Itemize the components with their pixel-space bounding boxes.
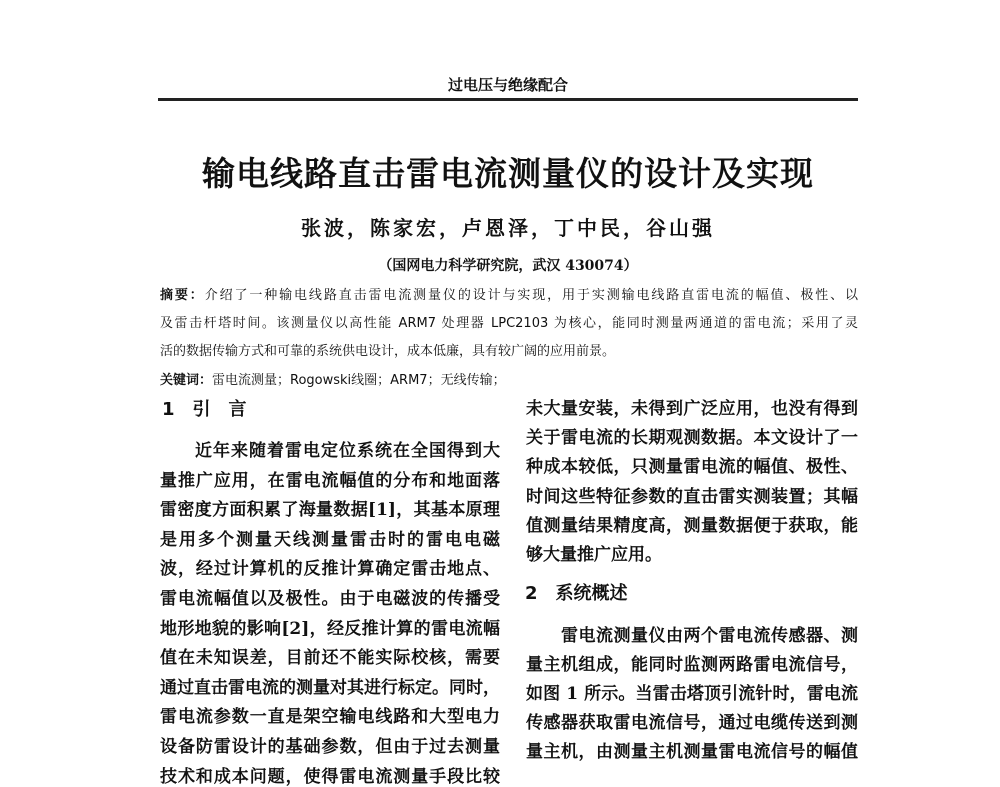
body-line: 近年来随着雷电定位系统在全国得到大 [195, 441, 500, 461]
body-line: 量主机，由测量主机测量雷电流信号的幅值 [526, 742, 858, 762]
body-line: 值测量结果精度高，测量数据便于获取，能 [526, 515, 858, 536]
body-line: 值在未知误差，目前还不能实际校核，需要 [160, 648, 500, 669]
body-line: 波，经过计算机的反推计算确定雷击地点、 [160, 559, 500, 580]
body-line: 雷电流参数一直是架空输电线路和大型电力 [160, 707, 500, 728]
abstract-line: 活的数据传输方式和可靠的系统供电设计，成本低廉，具有较广阔的应用前景。 [160, 344, 616, 359]
abstract-line: 及雷击杆塔时间。该测量仪以高性能 ARM7 处理器 LPC2103 为核心，能同时测量两通道的雷电流；采用了灵 [160, 316, 858, 331]
paper-title: 输电线路直击雷电流测量仪的设计及实现 [202, 154, 814, 193]
body-line: 雷电流测量仪由两个雷电流传感器、测 [561, 626, 858, 646]
section-1-heading: 1 引 言 [162, 399, 247, 420]
abstract-line [160, 284, 858, 303]
abstract-label: 摘要： [160, 288, 205, 303]
body-line: 时间这些特征参数的直击雷实测装置；其幅 [526, 486, 858, 507]
body-line: 雷密度方面积累了海量数据[1]，其基本原理 [160, 500, 500, 521]
body-line: 关于雷电流的长期观测数据。本文设计了一 [526, 428, 858, 449]
body-line: 够大量推广应用。 [526, 545, 662, 565]
running-header: 过电压与绝缘配合 [447, 76, 568, 94]
section-2-heading: 2 系统概述 [525, 583, 628, 604]
body-line: 未大量安装，未得到广泛应用，也没有得到 [526, 399, 858, 419]
keywords-label: 关键词： [160, 373, 213, 388]
body-line: 地形地貌的影响[2]，经反推计算的雷电流幅 [160, 618, 500, 639]
authors: 张波，陈家宏，卢恩泽，丁中民，谷山强 [301, 216, 715, 240]
keywords-text: 雷电流测量；Rogowski线圈；ARM7；无线传输； [212, 373, 506, 388]
body-line: 种成本较低，只测量雷电流的幅值、极性、 [526, 457, 858, 478]
body-line: 传感器获取雷电流信号，通过电缆传送到测 [526, 713, 858, 733]
body-line: 是用多个测量天线测量雷击时的雷电电磁 [160, 529, 500, 550]
affiliation: （国网电力科学研究院，武汉 430074） [378, 258, 638, 274]
body-line: 量推广应用，在雷电流幅值的分布和地面落 [160, 470, 500, 491]
body-line: 量主机组成，能同时监测两路雷电流信号， [526, 655, 858, 675]
body-line: 设备防雷设计的基础参数，但由于过去测量 [160, 737, 500, 757]
body-line: 雷电流幅值以及极性。由于电磁波的传播受 [160, 589, 500, 609]
body-line: 通过直击雷电流的测量对其进行标定。同时， [160, 677, 500, 698]
keywords [160, 369, 506, 388]
body-line: 技术和成本问题，使得雷电流测量手段比较 [160, 766, 500, 787]
body-line: 如图 1 所示。当雷击塔顶引流针时，雷电流 [526, 684, 858, 704]
abstract-text: 介绍了一种输电线路直击雷电流测量仪的设计与实现，用于实测输电线路直雷电流的幅值、极性、以 [204, 288, 858, 303]
header-rule [158, 98, 858, 101]
